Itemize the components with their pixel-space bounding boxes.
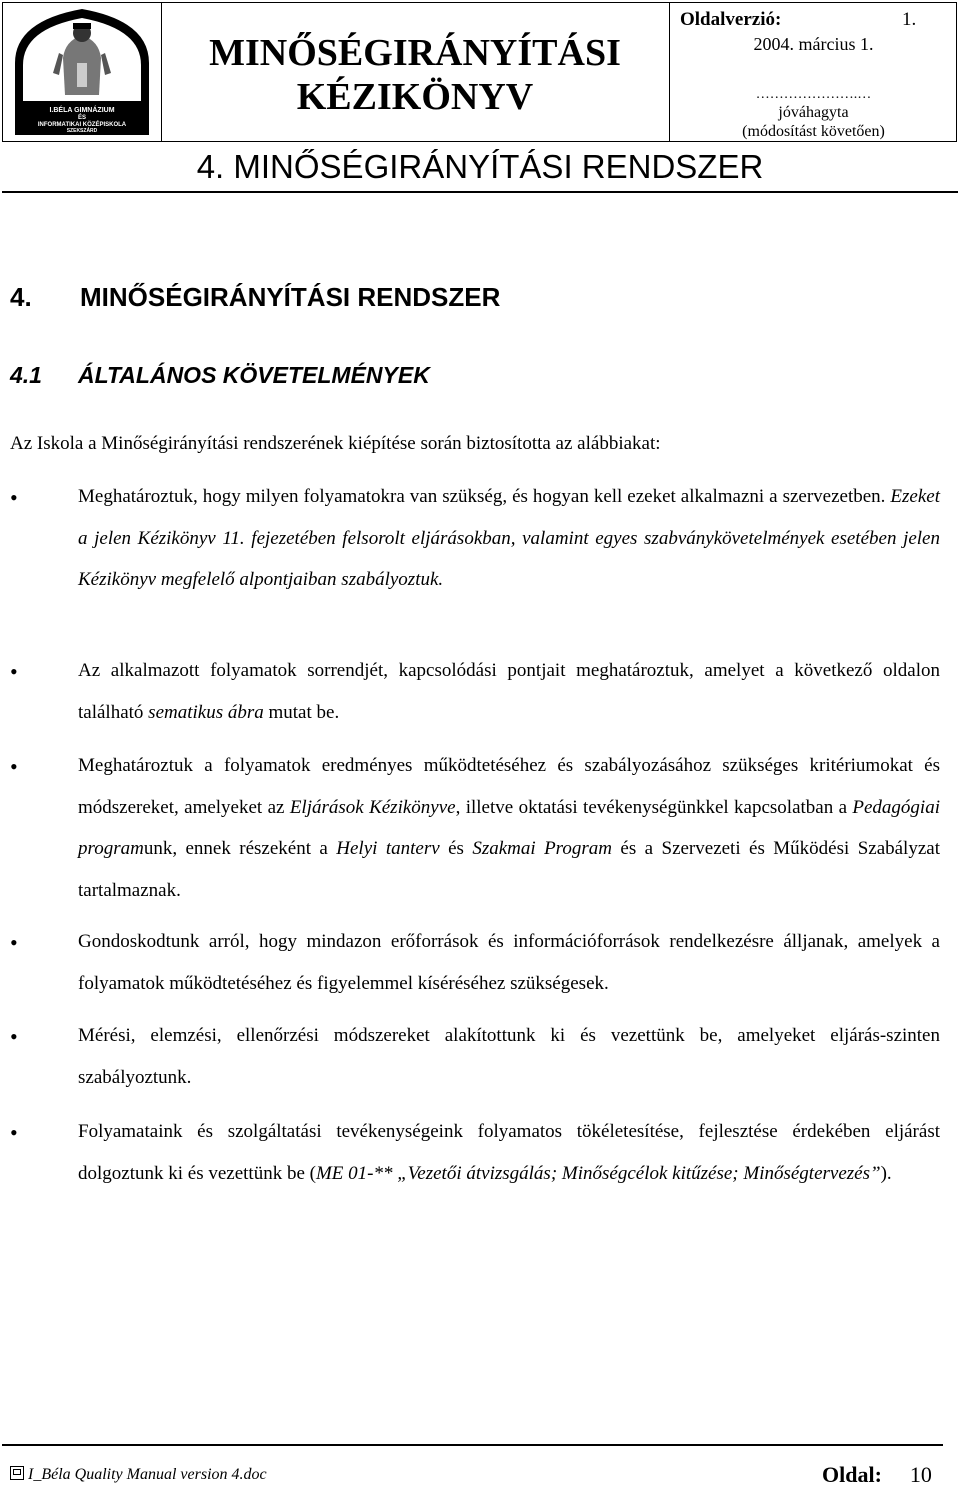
logo-text-1: I.BÉLA GIMNÁZIUM [49,107,115,114]
version-label: Oldalverzió: [680,9,782,30]
version-date: 2004. március 1. [753,34,874,54]
section-title: MINŐSÉGIRÁNYÍTÁSI RENDSZER [80,282,501,312]
item-3-text-g: és [439,838,473,859]
item-2-italic: sematikus ábra [148,701,264,723]
list-item-4: Gondoskodtunk arról, hogy mindazon erőforrások és információforrások rendelkezésre álljanak, amelyek a folyamatok működtetéséhez és figyelemmel kíséréséhez szükségesek. [78,931,940,994]
item-3-italic-f: Helyi tanterv [336,838,440,859]
chapter-title: 4. MINŐSÉGIRÁNYÍTÁSI RENDSZER [196,148,764,185]
header-table [2,2,957,142]
list-item-5: Mérési, elemzési, ellenőrzési módszereket alakítottunk ki és vezettünk be, amelyeket eljárás-szinten szabályoztunk. [78,1025,940,1088]
logo-text-2: ÉS [77,115,87,121]
item-3-italic-b: Eljárások Kézikönyve [289,796,456,818]
item-3-text-c: , illetve oktatási tevékenységünkkel kapcsolatban a [455,796,853,818]
bullet-2: • [10,659,18,684]
section-number: 4. [10,282,32,312]
manual-title-line2: KÉZIKÖNYV [296,76,534,118]
footer-page [822,1462,932,1488]
version-value: 1. [902,9,917,30]
page-label: Oldal: [822,1462,882,1487]
bullet-5: • [10,1024,18,1049]
footer-file-text: I_Béla Quality Manual version 4.doc [28,1466,267,1483]
approval-label: jóváhagyta [778,104,849,121]
page-number: 10 [909,1462,932,1487]
list-item-2 [78,650,940,733]
chapter-divider [2,191,958,193]
item-3-text-a: Meghatároztuk a folyamatok eredményes működtetéséhez és szabályozásához szükséges kritériumokat és módszereket, amelyeket az [78,755,940,818]
item-3-italic-h: Szakmai Program [472,838,612,859]
section-heading [10,282,500,313]
item-3-text-k: és a Szervezeti és Működési Szabályzat tartalmaznak. [78,838,940,901]
school-logo [3,3,161,141]
bullet-1: • [10,485,18,510]
item-1-italic: Ezeket a jelen Kézikönyv 11. fejezetében felsorolt eljárásokban, valamint egyes szabványkövetelmények esetében jelen Kézikönyv megfelelő alpontjaiban szabályoztuk. [78,486,940,590]
approval-note: (módosítást követően) [742,123,885,140]
item-3-italic-d: Pedagógiai program [78,796,940,859]
footer-divider [2,1444,943,1446]
footer-filename [10,1466,267,1484]
subsection-heading [10,362,430,389]
item-6-text: Folyamataink és szolgáltatási tevékenységeink folyamatos tökéletesítése, fejlesztése érdekében eljárást dolgoztunk ki és vezettünk be ( [78,1121,940,1184]
item-3-text-e: unk, ennek részeként a [143,838,337,859]
title-cell [161,3,669,141]
intro-paragraph: Az Iskola a Minőségirányítási rendszerének kiépítése során biztosította az alábbiakat: [10,433,661,454]
subsection-title: ÁLTALÁNOS KÖVETELMÉNYEK [78,362,430,388]
item-2-text: Az alkalmazott folyamatok sorrendjét, kapcsolódási pontjait meghatároztuk, amelyet a következő oldalon található [78,660,940,723]
item-1-text: Meghatároztuk, hogy milyen folyamatokra van szükség, és hogyan kell ezeket alkalmazni a szervezetben. [78,486,891,507]
meta-cell [669,3,957,141]
logo-cell [3,3,162,141]
list-item-3 [78,745,940,911]
subsection-number: 4.1 [10,362,42,388]
approval-dots: ………………….… [755,87,872,102]
document-icon [10,1466,24,1480]
logo-text-3: INFORMATIKAI KÖZÉPISKOLA [37,122,127,128]
item-2-text-end: mutat be. [263,701,340,723]
list-item-1 [78,476,940,601]
logo-text-4: SZEKSZÁRD [66,128,98,134]
item-6-italic: ME 01-** „Vezetői átvizsgálás; Minőségcélok kitűzése; Minőségtervezés” [315,1162,881,1184]
bullet-3: • [10,754,18,779]
bullet-6: • [10,1120,18,1145]
item-6-text-end: ). [880,1162,892,1184]
bullet-4: • [10,930,18,955]
list-item-6 [78,1111,940,1194]
manual-title-line1: MINŐSÉGIRÁNYÍTÁSI [209,32,621,74]
